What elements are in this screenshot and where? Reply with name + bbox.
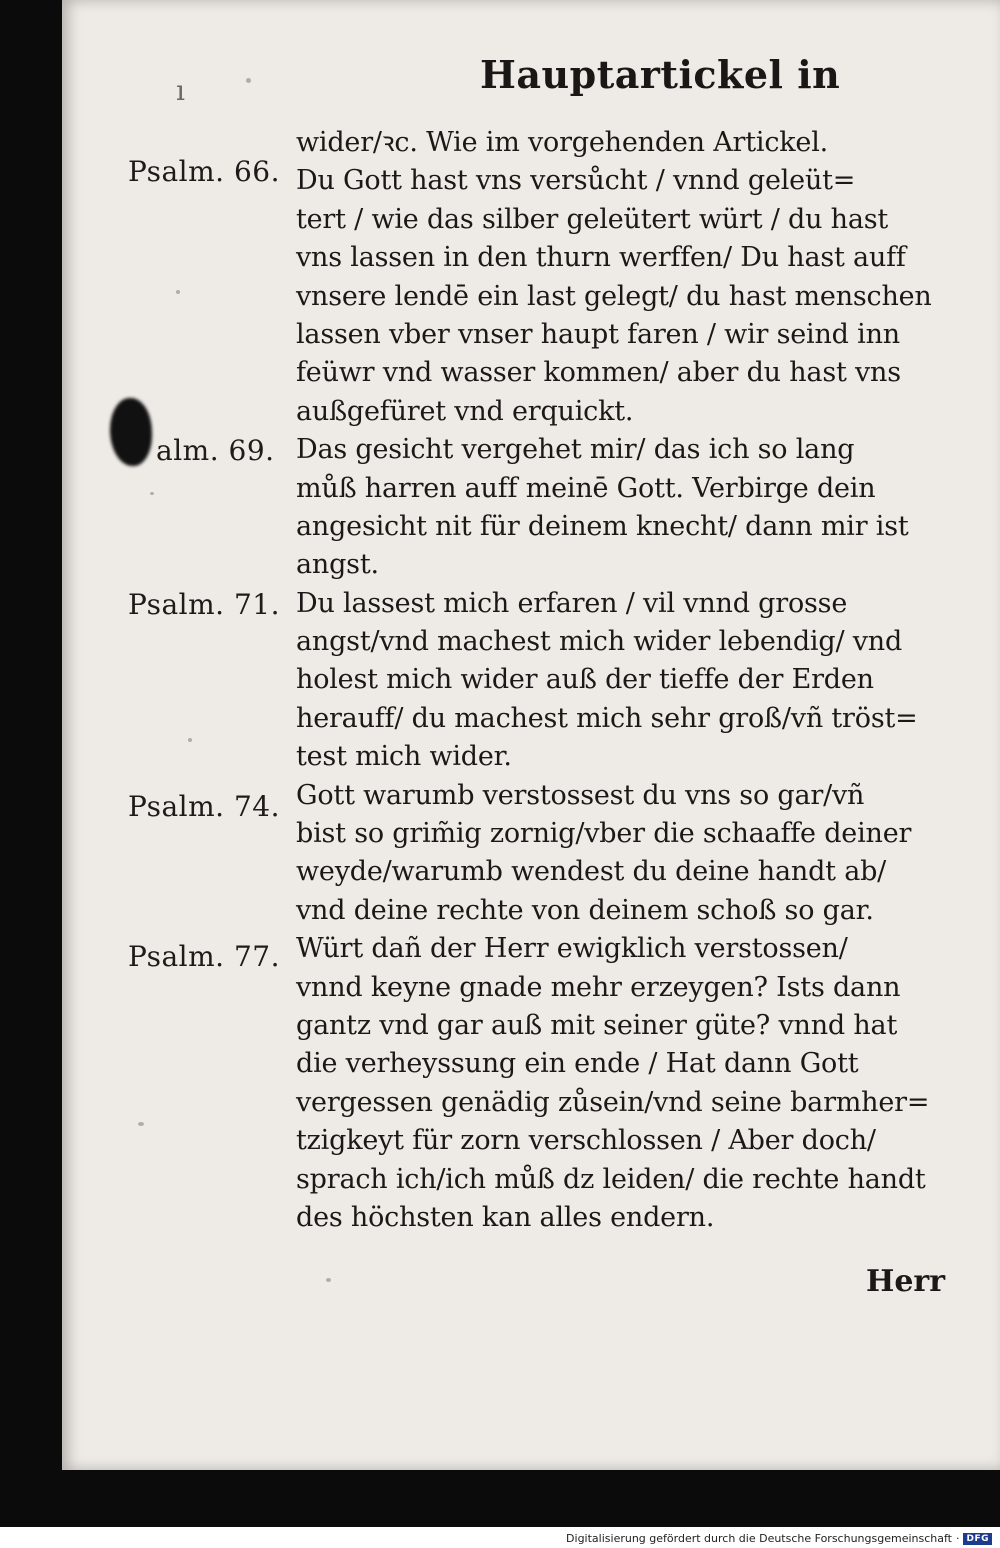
text-line: test mich wider. (296, 741, 512, 773)
margin-ref-psalm-74: Psalm. 74. (128, 790, 280, 823)
text-line: lassen vber vnser haupt faren / wir seind inn (296, 318, 900, 350)
text-line: bist so grim̃ig zornig/vber die schaaffe deiner (296, 818, 912, 850)
ink-blot (110, 398, 152, 466)
text-line: Du Gott hast vns versůcht / vnnd geleüt= (296, 165, 856, 197)
text-line: weyde/warumb wendest du deine handt ab/ (296, 856, 887, 888)
paper-speck (188, 738, 192, 742)
dfg-logo: DFG (963, 1533, 992, 1545)
text-line: des höchsten kan alles endern. (296, 1201, 715, 1233)
margin-ref-psalm-69: alm. 69. (156, 434, 275, 467)
text-line: angst. (296, 549, 379, 581)
paper-speck (246, 78, 251, 83)
text-line: angesicht nit für deinem knecht/ dann mir ist (296, 510, 909, 542)
text-line: můß harren auff meinē Gott. Verbirge dein (296, 472, 876, 504)
page-number: ı (176, 74, 187, 107)
text-line: holest mich wider auß der tieffe der Erden (296, 664, 874, 696)
text-line: tert / wie das silber geleütert würt / du hast (296, 203, 889, 235)
paper-speck (176, 290, 180, 294)
text-line: vnnd keyne gnade mehr erzeygen? Ists dann (296, 971, 901, 1003)
paper-speck (138, 1122, 144, 1126)
paper-speck (326, 1278, 331, 1282)
footer (566, 1532, 992, 1545)
text-line: vnsere lendē ein last gelegt/ du hast menschen (296, 280, 932, 312)
text-line: vns lassen in den thurn werffen/ Du hast auff (296, 242, 906, 274)
funding-credit: Digitalisierung gefördert durch die Deutsche Forschungsgemeinschaft (566, 1532, 952, 1545)
text-line: Das gesicht vergehet mir/ das ich so lang (296, 434, 855, 466)
margin-ref-psalm-66: Psalm. 66. (128, 155, 280, 188)
text-line: herauff/ du machest mich sehr groß/vñ tröst= (296, 702, 918, 734)
text-line: Gott warumb verstossest du vns so gar/vñ (296, 779, 865, 811)
text-line: angst/vnd machest mich wider lebendig/ vnd (296, 626, 903, 658)
text-line: die verheyssung ein ende / Hat dann Gott (296, 1048, 859, 1080)
text-line: gantz vnd gar auß mit seiner güte? vnnd hat (296, 1009, 898, 1041)
text-line: sprach ich/ich můß dz leiden/ die rechte handt (296, 1163, 926, 1195)
text-line: außgefüret vnd erquickt. (296, 395, 634, 427)
catchword: Herr (866, 1264, 946, 1299)
text-line: vergessen genädig zůsein/vnd seine barmher= (296, 1086, 930, 1118)
margin-ref-psalm-77: Psalm. 77. (128, 940, 280, 973)
text-line: Würt dañ der Herr ewigklich verstossen/ (296, 933, 848, 965)
separator: · (955, 1532, 960, 1545)
margin-ref-psalm-71: Psalm. 71. (128, 588, 280, 621)
text-line: feüwr vnd wasser kommen/ aber du hast vns (296, 357, 901, 389)
text-line: vnd deine rechte von deinem schoß so gar. (296, 894, 874, 926)
text-line: tzigkeyt für zorn verschlossen / Aber doch/ (296, 1125, 876, 1157)
paper-speck (150, 492, 154, 495)
text-line: wider/ꝛc. Wie im vorgehenden Artickel. (296, 127, 829, 158)
body-text (296, 124, 964, 1237)
text-line: Du lassest mich erfaren / vil vnnd grosse (296, 587, 848, 619)
scan-bottom-border (0, 1470, 1000, 1527)
running-head: Hauptartickel in (480, 52, 841, 97)
